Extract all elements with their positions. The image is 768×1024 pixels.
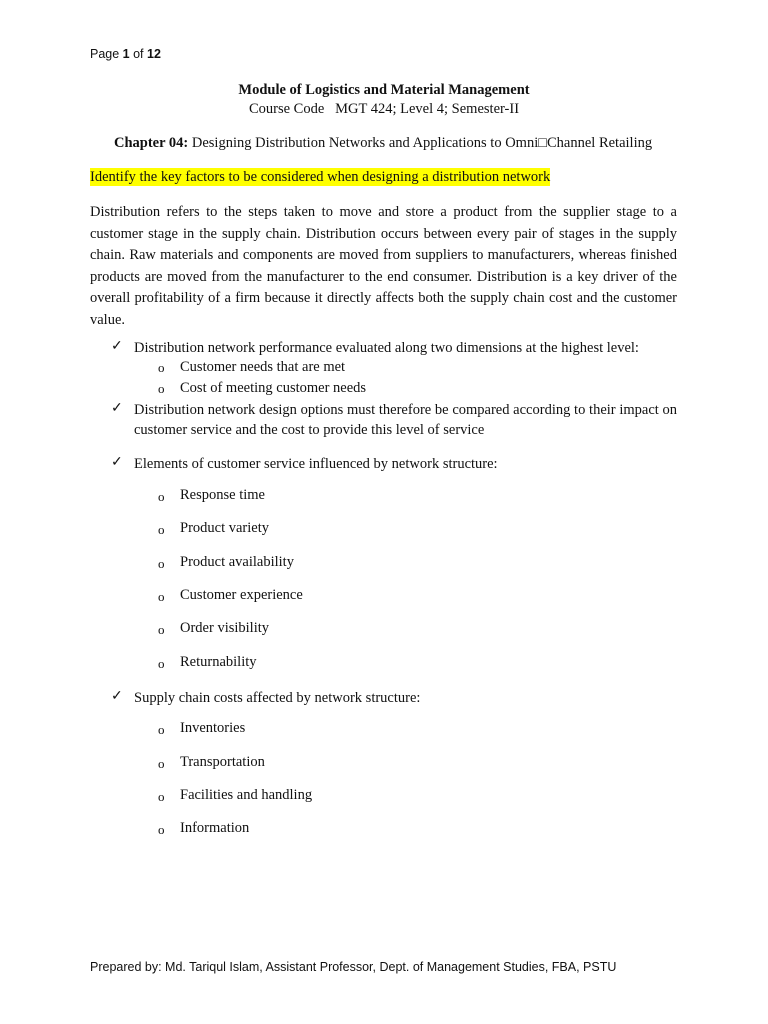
chapter-title (114, 135, 652, 152)
circle-bullet-icon: o (158, 789, 165, 804)
sub-bullet-item: Inventories (180, 720, 246, 736)
course-code-line: Course Code MGT 424; Level 4; Semester-II (248, 101, 520, 117)
circle-bullet-icon: o (158, 822, 165, 837)
chapter-label: Chapter 04: (114, 135, 189, 151)
bullet-item: Elements of customer service influenced by network structure: (134, 456, 498, 472)
chapter-text: Designing Distribution Networks and Applications to Omni□Channel Retailing (188, 135, 653, 151)
sub-bullet-item: Response time (180, 487, 265, 503)
sub-bullet-item: Returnability (180, 654, 257, 670)
circle-bullet-icon: o (158, 360, 165, 375)
page-prefix: Page (90, 47, 123, 61)
circle-bullet-icon: o (158, 522, 165, 537)
sub-bullet-item: Transportation (180, 754, 265, 770)
prepared-by-footer: Prepared by: Md. Tariqul Islam, Assistant Professor, Dept. of Management Studies, FBA, PSTU (90, 960, 617, 974)
circle-bullet-icon: o (158, 589, 165, 604)
sub-bullet-item: Customer experience (180, 587, 303, 603)
bullet-item: Distribution network performance evaluated along two dimensions at the highest level: (134, 340, 639, 356)
sub-bullet-item: Customer needs that are met (180, 359, 346, 375)
circle-bullet-icon: o (158, 381, 165, 396)
page-current: 1 (122, 47, 130, 61)
title-block (0, 81, 768, 119)
circle-bullet-icon: o (158, 656, 165, 671)
sub-bullet-item: Order visibility (180, 620, 270, 636)
page-of: of (129, 47, 147, 61)
bullet-item: Supply chain costs affected by network structure: (134, 690, 421, 706)
page-total: 12 (147, 47, 161, 61)
page-number-header (90, 47, 161, 61)
circle-bullet-icon: o (158, 556, 165, 571)
circle-bullet-icon: o (158, 622, 165, 637)
bullet-item: Distribution network design options must therefore be compared according to their impact on customer service and the cost to provide this level of service (134, 402, 677, 438)
sub-bullet-item: Product variety (180, 520, 269, 536)
circle-bullet-icon: o (158, 489, 165, 504)
circle-bullet-icon: o (158, 756, 165, 771)
checkmark-icon: ✓ (111, 401, 123, 416)
module-title: Module of Logistics and Material Management (238, 82, 530, 98)
checkmark-icon: ✓ (111, 455, 123, 470)
sub-bullet-item: Cost of meeting customer needs (180, 380, 367, 396)
sub-bullet-item: Product availability (180, 554, 294, 570)
sub-bullet-item: Facilities and handling (180, 787, 313, 803)
distribution-paragraph: Distribution refers to the steps taken to move and store a product from the supplier stage to a customer stage in the supply chain. Distribution occurs between every pair of stages in the supply chain. Raw materials and components are moved from suppliers to manufacturers, whereas finished products are moved from the manufacturer to the end consumer. Distribution is a key driver of the overall profitability of a firm because it directly affects both the supply chain cost and the customer value. (90, 204, 677, 328)
highlighted-heading: Identify the key factors to be considered when designing a distribution network (90, 169, 551, 185)
checkmark-icon: ✓ (111, 689, 123, 704)
sub-bullet-item: Information (180, 820, 250, 836)
checkmark-icon: ✓ (111, 339, 123, 354)
circle-bullet-icon: o (158, 722, 165, 737)
